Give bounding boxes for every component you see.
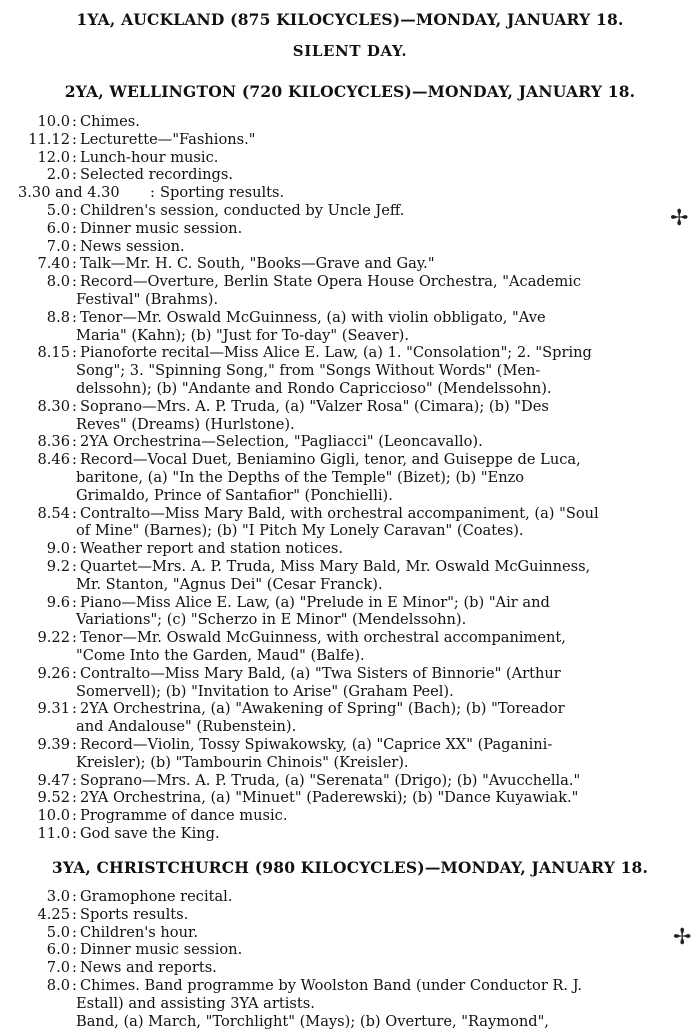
programme-description: Kreisler); (b) "Tambourin Chinois" (Kreisler). [76, 753, 409, 771]
time-separator: : [72, 397, 77, 415]
time-separator: : [72, 888, 77, 905]
programme-description: Sports results. [80, 905, 189, 923]
programme-description: Children's session, conducted by Uncle Jeff. [80, 202, 405, 219]
time-separator: : [72, 113, 77, 130]
time-separator: : [72, 789, 77, 807]
time-separator: : [72, 504, 77, 522]
programme-time: 3.0 [46, 888, 70, 905]
print-mark-icon: ✢ [673, 925, 692, 950]
section-heading-2ya: 2YA, WELLINGTON (720 KILOCYCLES)—MONDAY, JANUARY 18. [64, 82, 636, 101]
programme-time: 7.0 [46, 237, 70, 255]
programme-time: 9.26 [37, 664, 70, 682]
programme-time: 6.0 [46, 219, 70, 237]
time-separator: : [72, 558, 77, 575]
programme-time: 11.0 [37, 825, 70, 842]
programme-time: 10.0 [37, 807, 70, 825]
programme-description: Tenor—Mr. Oswald McGuinness, (a) with violin obbligato, "Ave [80, 308, 546, 326]
programme-time: 10.0 [37, 113, 70, 130]
programme-description: 2YA Orchestrina, (a) "Awakening of Spring" (Bach); (b) "Toreador [80, 700, 565, 718]
time-separator: : [72, 736, 77, 753]
section-heading-1ya: 1YA, AUCKLAND (875 KILOCYCLES)—MONDAY, JANUARY 18. [76, 10, 624, 29]
time-separator: : [72, 451, 77, 469]
time-separator: : [72, 593, 77, 611]
time-separator: : [72, 959, 77, 977]
programme-description: Children's hour. [80, 923, 198, 941]
programme-description: Quartet—Mrs. A. P. Truda, Miss Mary Bald, Mr. Oswald McGuinness, [80, 558, 591, 575]
programme-description: Variations"; (c) "Scherzo in E Minor" (Mendelssohn). [76, 611, 467, 629]
programme-description: Festival" (Brahms). [76, 290, 219, 308]
programme-description: 2YA Orchestrina—Selection, "Pagliacci" (Leoncavallo). [80, 433, 483, 451]
programme-description: Reves" (Dreams) (Hurlstone). [76, 415, 295, 433]
programme-time: 9.31 [37, 700, 70, 718]
programme-description: baritone, (a) "In the Depths of the Temple" (Bizet); (b) "Enzo [76, 468, 525, 486]
programme-time: 7.0 [46, 959, 70, 977]
programme-description: Weather report and station notices. [80, 540, 344, 558]
programme-time: 9.39 [37, 736, 70, 753]
time-separator: : [72, 771, 77, 789]
print-mark-icon: ✢ [670, 206, 689, 231]
programme-time: 11.12 [28, 130, 70, 148]
time-separator: : [72, 344, 77, 362]
time-separator: : [72, 148, 77, 166]
programme-time: 4.25 [37, 905, 70, 923]
time-separator: : [72, 905, 77, 923]
time-separator: : [72, 219, 77, 237]
programme-time: 9.6 [46, 593, 70, 611]
programme-description: Contralto—Miss Mary Bald, (a) "Twa Sisters of Binnorie" (Arthur [80, 664, 561, 682]
programme-time: 7.40 [37, 255, 70, 273]
programme-description: and Andalouse" (Rubenstein). [76, 718, 297, 736]
programme-description: Mr. Stanton, "Agnus Dei" (Cesar Franck). [76, 575, 383, 593]
programme-description: Chimes. [80, 113, 140, 130]
programme-description: Contralto—Miss Mary Bald, with orchestral accompaniment, (a) "Soul [80, 504, 599, 522]
programme-time: 9.2 [46, 558, 70, 575]
programme-time: 8.36 [37, 433, 70, 451]
programme-time: 9.47 [37, 771, 70, 789]
programme-description: God save the King. [80, 825, 220, 842]
programme-description: Song"; 3. "Spinning Song," from "Songs Without Words" (Men- [76, 362, 541, 380]
time-separator: : [72, 825, 77, 842]
programme-description: Soprano—Mrs. A. P. Truda, (a) "Valzer Rosa" (Cimara); (b) "Des [80, 397, 549, 415]
programme-description: Maria" (Kahn); (b) "Just for To-day" (Seaver). [76, 326, 409, 344]
programme-time: 12.0 [37, 148, 70, 166]
programme-time: 3.30 and 4.30 [18, 184, 120, 202]
silent-day-notice: SILENT DAY. [292, 42, 408, 60]
time-separator: : [72, 629, 77, 647]
programme-description: News session. [80, 237, 185, 255]
time-separator: : [150, 184, 155, 202]
programme-time: 8.8 [46, 308, 70, 326]
programme-description: Record—Violin, Tossy Spiwakowsky, (a) "Caprice XX" (Paganini- [80, 736, 553, 753]
programme-description: Lecturette—"Fashions." [80, 130, 256, 148]
programme-description: Pianoforte recital—Miss Alice E. Law, (a) 1. "Consolation"; 2. "Spring [80, 344, 592, 362]
programme-description: Soprano—Mrs. A. P. Truda, (a) "Serenata" (Drigo); (b) "Avucchella." [80, 771, 581, 789]
programme-time: 8.0 [46, 977, 70, 994]
programme-time: 5.0 [46, 202, 70, 219]
programme-description: delssohn); (b) "Andante and Rondo Capriccioso" (Mendelssohn). [76, 379, 552, 397]
programme-time: 8.46 [37, 451, 70, 469]
programme-description: Grimaldo, Prince of Santafior" (Ponchielli). [76, 486, 393, 504]
programme-description: Gramophone recital. [80, 888, 233, 905]
time-separator: : [72, 664, 77, 682]
programme-time: 9.0 [46, 540, 70, 558]
programme-time: 8.15 [37, 344, 70, 362]
time-separator: : [72, 977, 77, 994]
time-separator: : [72, 433, 77, 451]
time-separator: : [72, 308, 77, 326]
time-separator: : [72, 807, 77, 825]
time-separator: : [72, 941, 77, 959]
time-separator: : [72, 130, 77, 148]
programme-description: Record—Vocal Duet, Beniamino Gigli, tenor, and Guiseppe de Luca, [80, 451, 581, 469]
time-separator: : [72, 166, 77, 184]
programme-description: Tenor—Mr. Oswald McGuinness, with orchestral accompaniment, [80, 629, 566, 647]
time-separator: : [72, 237, 77, 255]
programme-description: 2YA Orchestrina, (a) "Minuet" (Paderewski); (b) "Dance Kuyawiak." [80, 789, 579, 807]
programme-description: Record—Overture, Berlin State Opera House Orchestra, "Academic [80, 273, 582, 291]
programme-description: Sporting results. [160, 184, 285, 202]
programme-description: Dinner music session. [80, 941, 243, 959]
programme-description: Piano—Miss Alice E. Law, (a) "Prelude in E Minor"; (b) "Air and [80, 593, 550, 611]
time-separator: : [72, 700, 77, 718]
programme-time: 8.54 [37, 504, 70, 522]
programme-description: Band, (a) March, "Torchlight" (Mays); (b) Overture, "Raymond", [76, 1012, 549, 1030]
time-separator: : [72, 255, 77, 273]
programme-description: Talk—Mr. H. C. South, "Books—Grave and Gay." [80, 255, 435, 273]
programme-description: Somervell); (b) "Invitation to Arise" (Graham Peel). [76, 682, 454, 700]
programme-time: 2.0 [46, 166, 70, 184]
time-separator: : [72, 540, 77, 558]
programme-time: 8.0 [46, 273, 70, 291]
programme-description: News and reports. [80, 959, 217, 977]
programme-description: Lunch-hour music. [80, 148, 219, 166]
programme-description: Chimes. Band programme by Woolston Band (under Conductor R. J. [80, 977, 583, 994]
time-separator: : [72, 202, 77, 219]
section-heading-3ya: 3YA, CHRISTCHURCH (980 KILOCYCLES)—MONDAY, JANUARY 18. [51, 858, 649, 877]
programme-time: 8.30 [37, 397, 70, 415]
programme-description: Selected recordings. [80, 166, 234, 184]
programme-description: of Mine" (Barnes); (b) "I Pitch My Lonely Caravan" (Coates). [76, 522, 524, 540]
programme-description: Programme of dance music. [80, 807, 288, 825]
programme-time: 5.0 [46, 923, 70, 941]
programme-description: Dinner music session. [80, 219, 243, 237]
programme-description: "Come Into the Garden, Maud" (Balfe). [76, 646, 365, 664]
programme-time: 9.22 [37, 629, 70, 647]
time-separator: : [72, 273, 77, 291]
time-separator: : [72, 923, 77, 941]
programme-description: Estall) and assisting 3YA artists. [76, 994, 315, 1012]
programme-time: 9.52 [37, 789, 70, 807]
programme-time: 6.0 [46, 941, 70, 959]
